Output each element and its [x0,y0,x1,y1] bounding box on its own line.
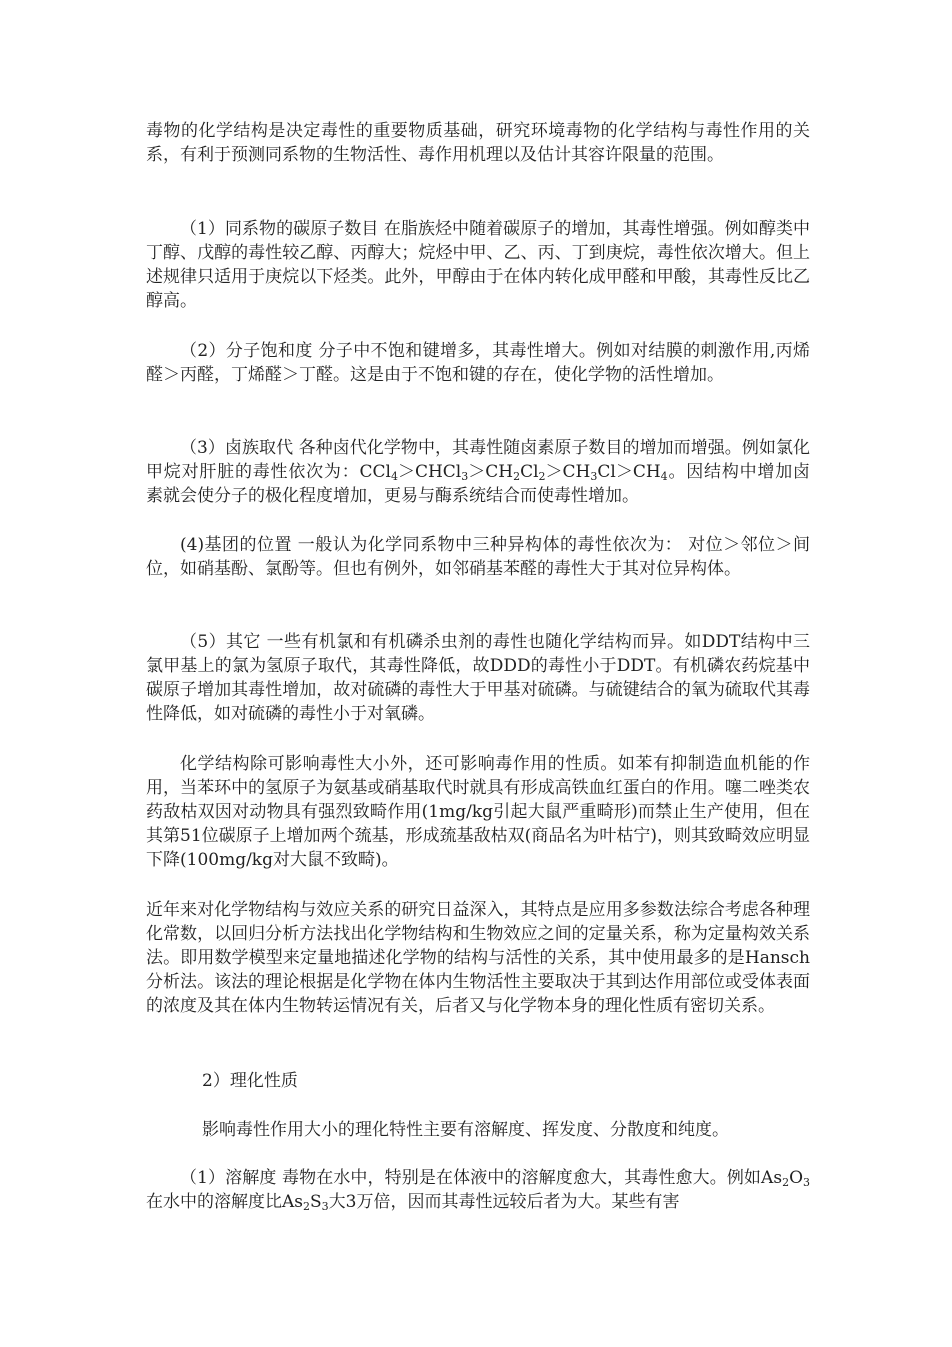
paragraph-saturation: （2）分子饱和度 分子中不饱和键增多，其毒性增大。例如对结膜的刺激作用,丙烯醛＞丙醛，丁烯醛＞丁醛。这是由于不饱和键的存在，使化学物的活性增加。 [146,341,810,385]
paragraph-structure-effect: 化学结构除可影响毒性大小外，还可影响毒作用的性质。如苯有抑制造血机能的作用，当苯环中的氢原子为氨基或硝基取代时就具有形成高铁血红蛋白的作用。噻二唑类农药敌枯双因对动物具有强烈致畸作用(1mg/kg引起大鼠严重畸形)而禁止生产使用，但在其第51位碳原子上增加两个巯基，形成巯基敌枯双(商品名为叶枯宁)，则其致畸效应明显下降(100mg/kg对大鼠不致畸)。 [146,754,810,870]
paragraph-qsar: 近年来对化学物结构与效应关系的研究日益深入，其特点是应用多参数法综合考虑各种理化常数，以回归分析方法找出化学物结构和生物效应之间的定量关系，称为定量构效关系法。即用数学模型来定量地描述化学物的结构与活性的关系，其中使用最多的是Hansch分析法。该法的理论根据是化学物在体内生物活性主要取决于其到达作用部位或受体表面的浓度及其在体内生物转运情况有关，后者又与化学物本身的理化性质有密切关系。 [146,900,810,1016]
paragraph-other: （5）其它 一些有机氯和有机磷杀虫剂的毒性也随化学结构而异。如DDT结构中三氯甲基上的氯为氢原子取代，其毒性降低，故DDD的毒性小于DDT。有机磷农药烷基中碳原子增加其毒性增加，故对硫磷的毒性大于甲基对硫磷。与硫键结合的氧为硫取代其毒性降低，如对硫磷的毒性小于对氧磷。 [146,632,810,724]
section-heading-physicochemical: 2）理化性质 [202,1071,298,1091]
paragraph-halogen: （3）卤族取代 各种卤代化学物中，其毒性随卤素原子数目的增加而增强。例如氯化甲烷对肝脏的毒性依次为：$CCl_4>CHCl_3>CH_2Cl_2>CH_3Cl>CH_4$。因结构中增加卤素就会使分子的极化程度增加，更易与酶系统结合而使毒性增加。 [146,438,811,506]
paragraph-intro: 毒物的化学结构是决定毒性的重要物质基础，研究环境毒物的化学结构与毒性作用的关系，有利于预测同系物的生物活性、毒作用机理以及估计其容许限量的范围。 [146,121,810,165]
paragraph-group-position: (4)基团的位置 一般认为化学同系物中三种异构体的毒性依次为： 对位＞邻位＞间位，如硝基酚、氯酚等。但也有例外，如邻硝基苯醛的毒性大于其对位异构体。 [146,535,810,579]
paragraph-carbon-number: （1）同系物的碳原子数目 在脂族烃中随着碳原子的增加，其毒性增强。例如醇类中丁醇、戊醇的毒性较乙醇、丙醇大；烷烃中甲、乙、丙、丁到庚烷，毒性依次增大。但上述规律只适用于庚烷以下烃类。此外，甲醇由于在体内转化成甲醛和甲酸，其毒性反比乙醇高。 [146,219,810,311]
paragraph-physicochemical-intro: 影响毒性作用大小的理化特性主要有溶解度、挥发度、分散度和纯度。 [202,1120,729,1140]
paragraph-solubility: （1）溶解度 毒物在水中，特别是在体液中的溶解度愈大，其毒性愈大。例如$As_2O_3$在水中的溶解度比$As_2S_3$大3万倍，因而其毒性远较后者为大。某些有害 [146,1168,810,1213]
